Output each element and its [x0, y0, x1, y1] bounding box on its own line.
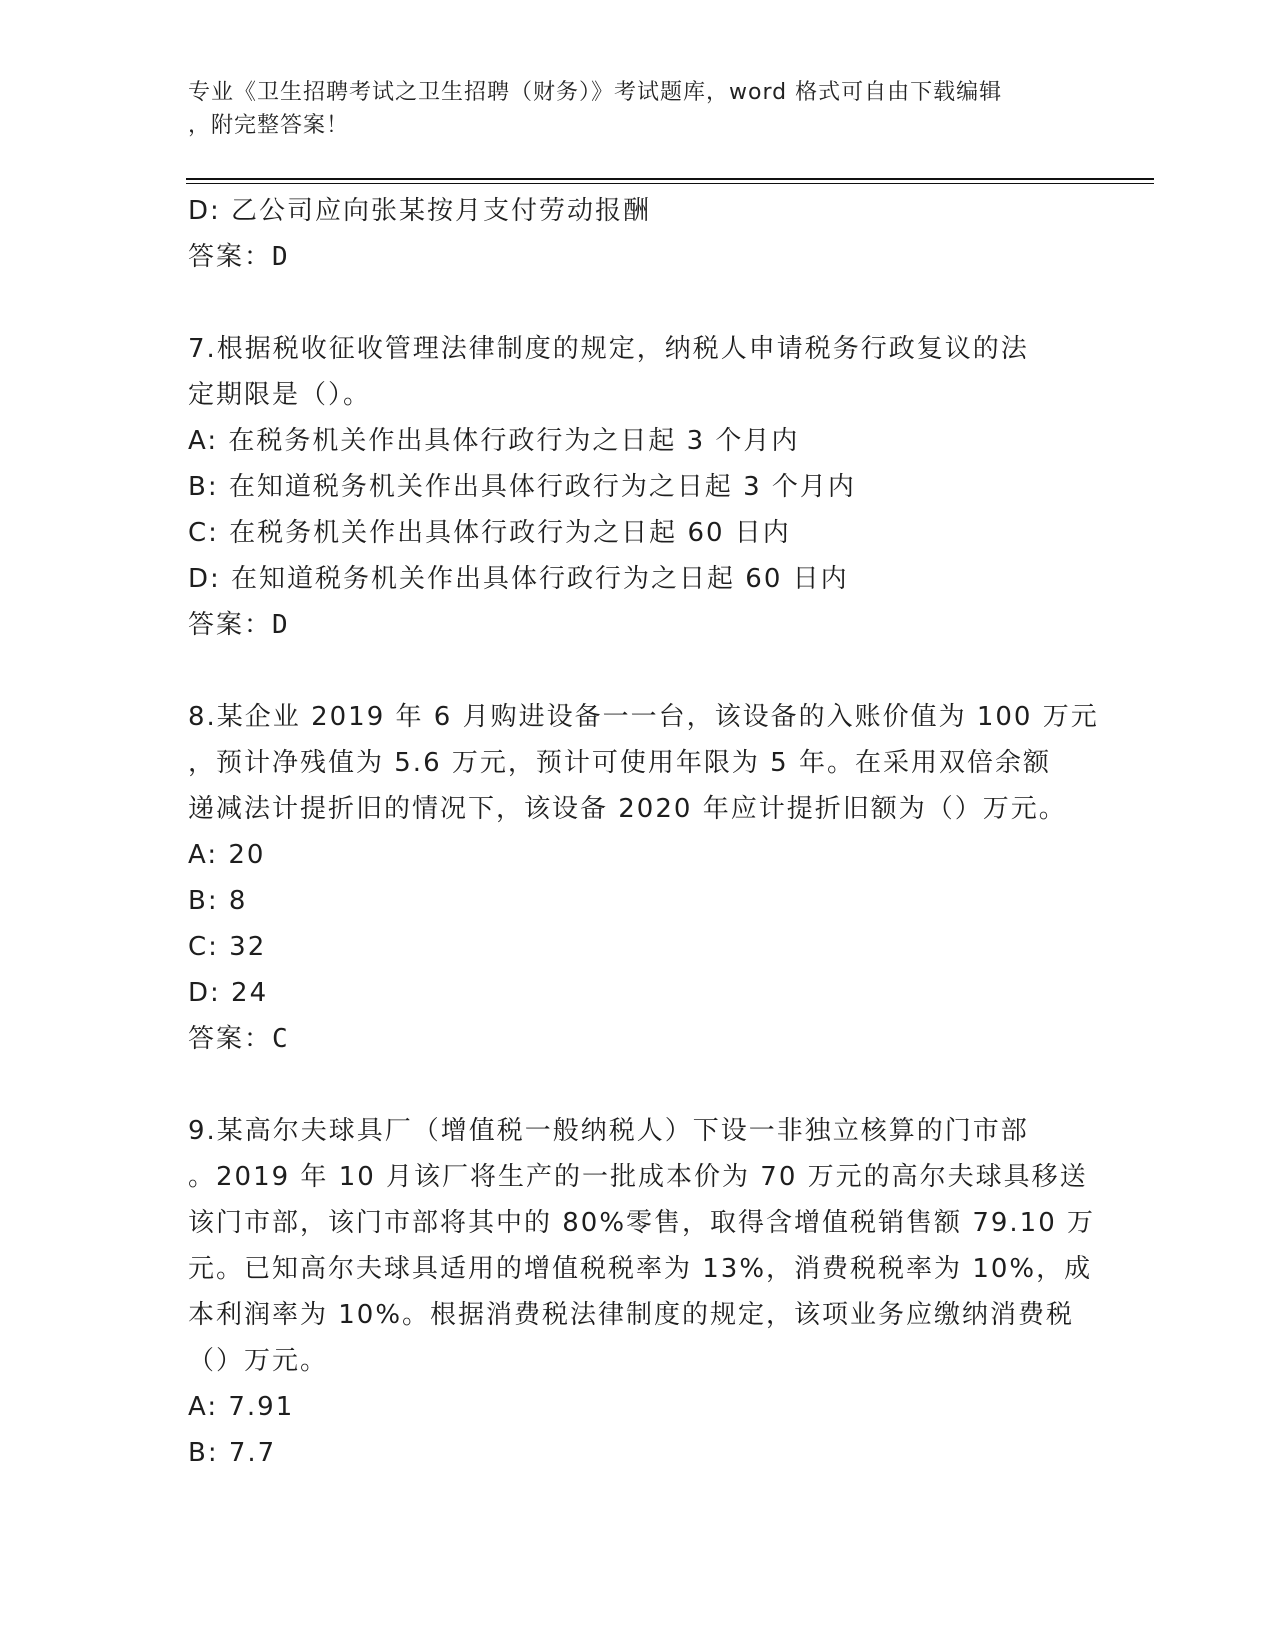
header-rule-thin	[186, 183, 1154, 184]
header-line-1: 专业《卫生招聘考试之卫生招聘（财务）》考试题库，word 格式可自由下载编辑	[188, 80, 1003, 105]
header-line-2: ，附完整答案！	[188, 113, 350, 138]
question-stem: 定期限是（）。	[188, 380, 372, 410]
question-7	[188, 326, 1088, 648]
spacer	[188, 280, 1088, 326]
document-header	[188, 76, 1088, 142]
header-rule-thick	[186, 178, 1154, 180]
answer: 答案：C	[188, 1024, 290, 1054]
option-c: C: 32	[188, 932, 267, 962]
question-stem: 该门市部，该门市部将其中的 80%零售，取得含增值税销售额 79.10 万	[188, 1208, 1096, 1238]
question-stem: 本利润率为 10%。根据消费税法律制度的规定，该项业务应缴纳消费税	[188, 1300, 1075, 1330]
question-8	[188, 694, 1099, 1062]
question-9	[188, 1108, 1096, 1476]
question-stem: 。2019 年 10 月该厂将生产的一批成本价为 70 万元的高尔夫球具移送	[188, 1162, 1088, 1192]
option-d: D: 乙公司应向张某按月支付劳动报酬	[188, 196, 652, 226]
option-b: B: 在知道税务机关作出具体行政行为之日起 3 个月内	[188, 472, 856, 502]
option-a: A: 7.91	[188, 1392, 295, 1422]
option-b: B: 8	[188, 886, 248, 916]
option-b: B: 7.7	[188, 1438, 277, 1468]
question-stem: 8.某企业 2019 年 6 月购进设备一一台，该设备的入账价值为 100 万元	[188, 702, 1099, 732]
spacer	[188, 1062, 1088, 1108]
answer: 答案：D	[188, 242, 290, 272]
question-stem: 递减法计提折旧的情况下，该设备 2020 年应计提折旧额为（）万元。	[188, 794, 1067, 824]
question-stem: 7.根据税收征收管理法律制度的规定，纳税人申请税务行政复议的法	[188, 334, 1029, 364]
question-stem: （）万元。	[188, 1346, 329, 1376]
question-stem: 9.某高尔夫球具厂（增值税一般纳税人）下设一非独立核算的门市部	[188, 1116, 1029, 1146]
option-a: A: 20	[188, 840, 266, 870]
option-c: C: 在税务机关作出具体行政行为之日起 60 日内	[188, 518, 791, 548]
question-content	[188, 188, 1099, 1476]
question-stem: 元。已知高尔夫球具适用的增值税税率为 13%，消费税税率为 10%，成	[188, 1254, 1093, 1284]
previous-question-tail	[188, 188, 1088, 280]
spacer	[188, 648, 1088, 694]
option-d: D: 24	[188, 978, 269, 1008]
question-stem: ，预计净残值为 5.6 万元，预计可使用年限为 5 年。在采用双倍余额	[188, 748, 1051, 778]
option-d: D: 在知道税务机关作出具体行政行为之日起 60 日内	[188, 564, 849, 594]
option-a: A: 在税务机关作出具体行政行为之日起 3 个月内	[188, 426, 800, 456]
answer: 答案：D	[188, 610, 290, 640]
